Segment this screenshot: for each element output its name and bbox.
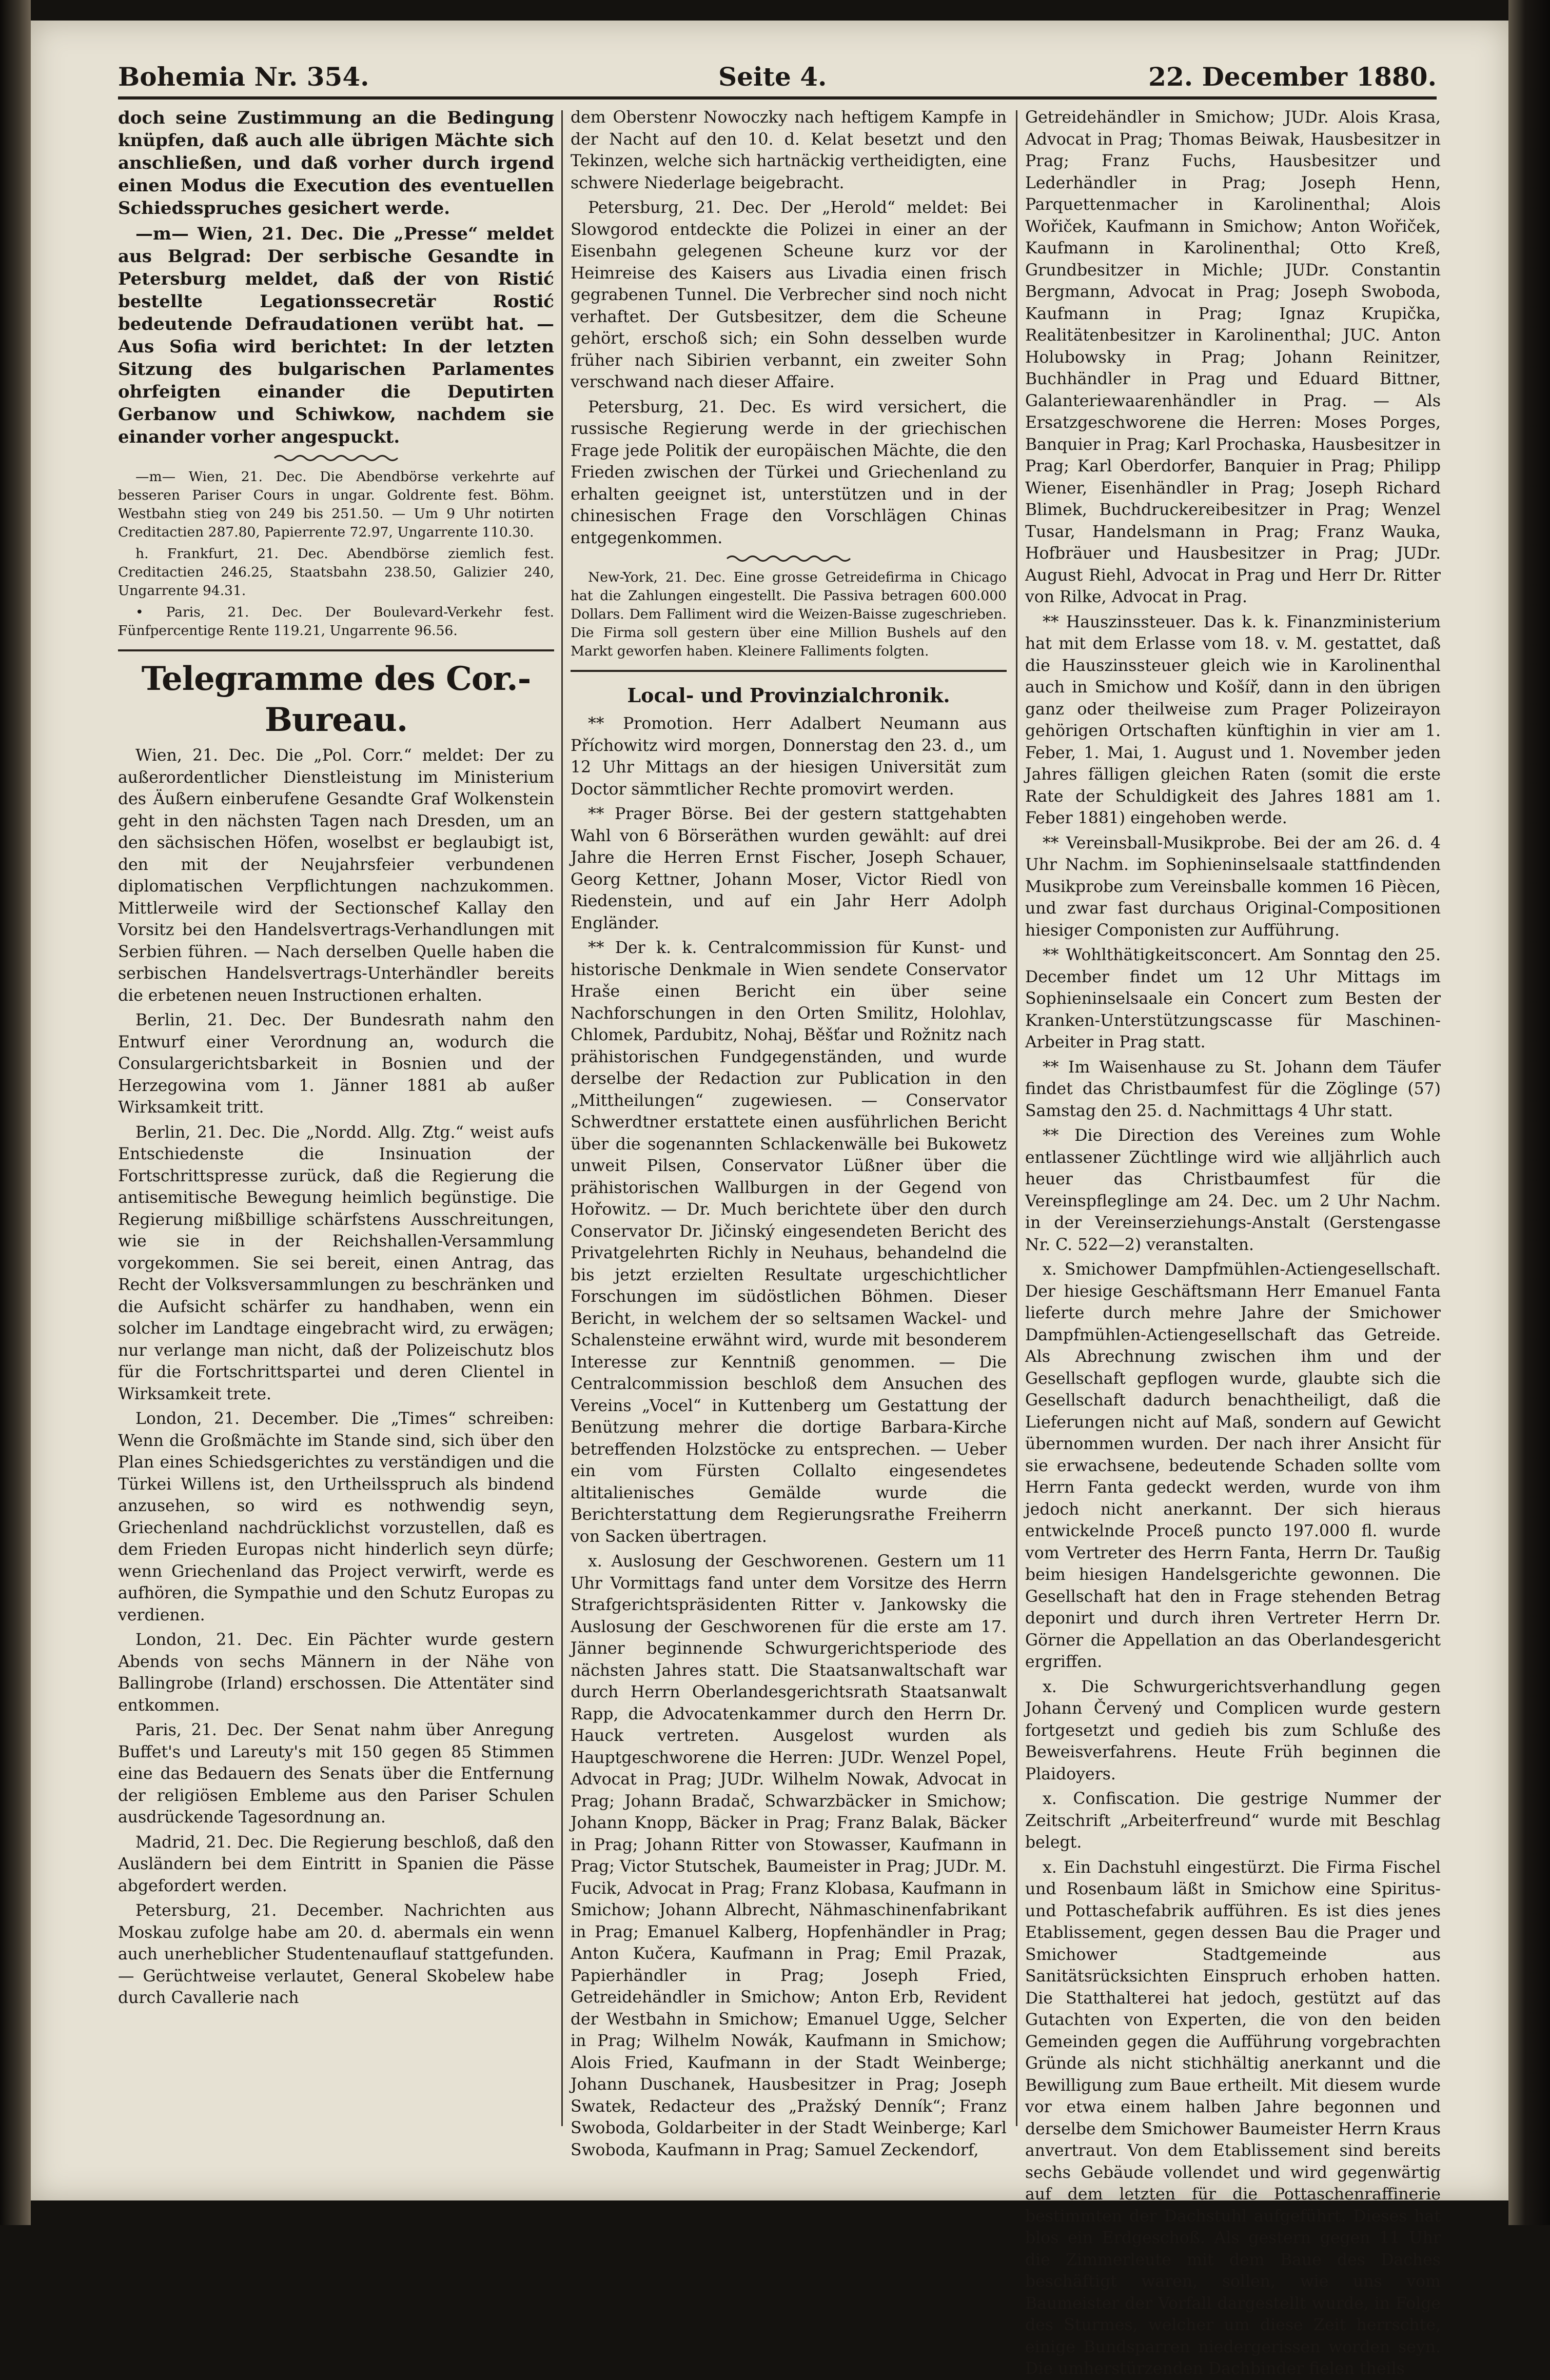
telegram-berlin-1: Berlin, 21. Dec. Der Bundesrath nahm den Entwurf einer Verordnung an, wodurch die Consulargerichtsbarkeit in Bosnien und der Herzegowina vom 1. Jänner 1881 ab außer Wirksamkeit tritt. bbox=[118, 1011, 554, 1117]
article-wien-presse: —m— Wien, 21. Dec. Die „Presse“ meldet aus Belgrad: Der serbische Gesandte in Petersburg meldet, daß der von Ristić bestellte Legationssecretär Rostić bedeutende Defraudationen verübt hat. — Aus Sofia wird berichtet: In der letzten Sitzung des bulgarischen Parlamentes ohrfeigten einander die Deputirten Gerbanow und Schiwkow, nachdem sie einander vorher angespuckt. bbox=[118, 224, 554, 447]
telegram-madrid: Madrid, 21. Dec. Die Regierung beschloß, daß den Ausländern bei dem Eintritt in Spanien die Pässe abgefordert werden. bbox=[118, 1833, 554, 1895]
local-hauszinssteuer: ** Hauszinssteuer. Das k. k. Finanzministerium hat mit dem Erlasse vom 18. v. M. gestattet, daß die Hauszinssteuer gleich wie in Karolinenthal auch in Smichow und Košíř, dann in den übrigen ganz oder theilweise zum Prager Polizeirayon gehörigen Ortschaften künftighin in vier am 1. Feber, 1. Mai, 1. August und 1. November jeden Jahres fälligen gleichen Raten (somit die erste Rate der Schuldigkeit des Jahres 1881 am 1. Feber 1881) eingehoben werde. bbox=[1025, 612, 1441, 827]
header-rule bbox=[118, 96, 1437, 100]
page-edge-shadow bbox=[1508, 0, 1550, 2225]
local-dachstuhl: x. Ein Dachstuhl eingestürzt. Die Firma Fischel und Rosenbaum läßt in Smichow eine Spiritus- und Pottaschefabrik aufführen. Es ist dies jenes Etablissement, gegen dessen Bau die Prager und Smichower Stadtgemeinde aus Sanitätsrücksichten Einspruch erhoben hatten. Die Statthalterei hat jedoch, gestützt auf das Gutachten von Experten, die von den beiden Gemeinden gegen die Aufführung vorgebrachten Gründe als nicht stichhältig anerkannt und die Bewilligung zum Baue ertheilt. Mit diesem wurde vor etwa einem halben Jahre begonnen und derselbe dem Smichower Baumeister Herrn Kraus anvertraut. Von dem Etablissement sind bereits sechs Gebäude vollendet und wird gegenwärtig auf dem letzten für die Pottaschenraffinerie bestimmten der Dachstuhl aufgeführt. Dieses hat blos ein Erdgeschoß. Als gestern gegen 11 Uhr die Zimmerleute mit dem Baue des Daches beschäftigt waren, sollen, wie uns vom Baumeister der Vorfall dargestellt wurde, in Folge des Sturmes, welcher um diese Zeit herrschte, einige Bundsparren niedergerissen worden seyn. Die umherstürzenden Dachbinder fielen theils bbox=[1025, 1858, 1441, 2378]
column-2 bbox=[571, 107, 1007, 2159]
local-prager-boerse: ** Prager Börse. Bei der gestern stattgehabten Wahl von 6 Börseräthen wurden gewählt: auf drei Jahre die Herren Ernst Fischer, Joseph Schauer, Georg Kettner, Johann Moser, Victor Riedl von Riedenstein, und auf ein Jahr Herr Adolph Engländer. bbox=[571, 805, 1007, 933]
local-waisenhaus: ** Im Waisenhause zu St. Johann dem Täufer findet das Christbaumfest für die Zöglinge (57) Samstag den 25. d. Nachmittags 4 Uhr statt. bbox=[1025, 1058, 1441, 1120]
telegram-petersburg: Petersburg, 21. December. Nachrichten aus Moskau zufolge habe am 20. d. abermals ein wenn auch unerheblicher Studentenauflauf stattgefunden. — Gerüchtweise verlautet, General Skobelew habe durch Cavallerie nach bbox=[118, 1901, 554, 2007]
column-divider-1 bbox=[561, 110, 563, 2126]
telegram-petersburg-herold: Petersburg, 21. Dec. Der „Herold“ meldet: Bei Slowgorod entdeckte die Polizei in einer an der Eisenbahn gelegenen Scheune kurz vor der Heimreise des Kaisers aus Livadia einen frisch gegrabenen Tunnel. Die Verbrecher sind noch nicht verhaftet. Der Gutsbesitzer, dem die Scheune gehört, erschoß sich; ein Sohn desselben wurde früher nach Sibirien verbannt, ein zweiter Sohn verschwand nach dieser Affaire. bbox=[571, 199, 1007, 391]
stock-wien: —m— Wien, 21. Dec. Die Abendbörse verkehrte auf besseren Pariser Cours in ungar. Goldrente fest. Böhm. Westbahn stieg von 249 bis 251.50. — Um 9 Uhr notirten Creditactien 287.80, Papierrente 72.97, Ungarrente 110.30. bbox=[118, 469, 554, 540]
local-wohlthaetigkeitsconcert: ** Wohlthätigkeitsconcert. Am Sonntag den 25. December findet um 12 Uhr Mittags im Sophieninselsaale ein Concert zum Besten der Kranken-Unterstützungscasse für Maschinen-Arbeiter in Prag statt. bbox=[1025, 946, 1441, 1052]
column-1 bbox=[118, 107, 554, 2128]
local-direction-verein: ** Die Direction des Vereines zum Wohle entlassener Züchtlinge wird wie alljährlich auch heuer das Christbaumfest für die Vereinspfleglinge am 24. Dec. um 2 Uhr Nachm. in der Vereinserziehungs-Anstalt (Gerstengasse Nr. C. 522—2) veranstalten. bbox=[1025, 1126, 1441, 1254]
telegram-petersburg-policy: Petersburg, 21. Dec. Es wird versichert, die russische Regierung werde in der griechischen Frage jede Politik der europäischen Mächte, die den Frieden zwischen der Türkei und Griechenland zu erhalten geeignet ist, unterstützen und in der chinesischen Frage den Vorschlägen Chinas entgegenkommen. bbox=[571, 398, 1007, 547]
local-vereinsball: ** Vereinsball-Musikprobe. Bei der am 26. d. 4 Uhr Nachm. im Sophieninselsaale stattfindenden Musikprobe zum Vereinsballe kommen 16 Piècen, und zwar fast durchaus Original-Compositionen hiesiger Componisten zur Aufführung. bbox=[1025, 834, 1441, 940]
page-number: Seite 4. bbox=[718, 62, 827, 92]
local-centralcommission: ** Der k. k. Centralcommission für Kunst- und historische Denkmale in Wien sendete Conservator Hraše einen Bericht ein über seine Nachforschungen in den Orten Smilitz, Holohlav, Chlomek, Pardubitz, Nohaj, Běšťar und Rožnitz nach prähistorischen Fundgegenständen, und wurde derselbe der Redaction zur Publication in den „Mittheilungen“ zugewiesen. — Conservator Schwerdtner erstattete einen ausführlichen Bericht über die sogenannten Schlackenwälle bei Bukowetz unweit Pilsen, Conservator Lüßner über die prähistorischen Wallburgen in der Gegend von Hořowitz. — Dr. Much berichtete über den durch Conservator Dr. Jičinský eingesendeten Bericht des Privatgelehrten Richly in Neuhaus, behandelnd die bis jetzt erzielten Resultate urgeschichtlicher Forschungen im südöstlichen Böhmen. Dieser Bericht, in welchem der so seltsamen Wackel- und Schalensteine erwähnt wird, wurde mit besonderem Interesse zur Kenntniß genommen. — Die Centralcommission beschloß dem Ansuchen des Vereins „Vocel“ in Kuttenberg um Gestattung der Benützung mehrer die dortige Barbara-Kirche betreffenden Holzstöcke zu entsprechen. — Ueber ein vom Fürsten Collalto eingesendetes altitalienisches Gemälde wurde die Berichterstattung dem Regierungsrathe Freiherrn von Sacken übertragen. bbox=[571, 939, 1007, 1546]
page-header bbox=[118, 51, 1437, 97]
stock-paris: • Paris, 21. Dec. Der Boulevard-Verkehr fest. Fünfpercentige Rente 119.21, Ungarrente 96.56. bbox=[118, 604, 554, 639]
section-title-telegramme: Telegramme des Cor.-Bureau. bbox=[118, 649, 554, 741]
issue-date: 22. December 1880. bbox=[1148, 62, 1437, 92]
wavy-separator bbox=[727, 554, 850, 563]
local-dampfmuehlen: x. Smichower Dampfmühlen-Actiengesellschaft. Der hiesige Geschäftsmann Herr Emanuel Fanta lieferte durch mehre Jahre der Smichower Dampfmühlen-Actiengesellschaft das Getreide. Als Abrechnung zwischen ihm und der Gesellschaft gepflogen wurde, glaubte sich die Gesellschaft dadurch benachtheiligt, daß die Lieferungen nicht auf Maß, sondern auf Gewicht übernommen wurden. Der nach ihrer Ansicht für sie erwachsene, bedeutende Schaden sollte vom Herrn Fanta gedeckt werden, wurde von ihm jedoch nicht anerkannt. Der sich hieraus entwickelnde Proceß puncto 197.000 fl. wurde vom Vertreter des Herrn Fanta, Herrn Dr. Taußig beim hiesigen Handelsgerichte gewonnen. Die Gesellschaft hat den in Frage stehenden Betrag deponirt und durch ihren Vertreter Herrn Dr. Görner die Appellation an das Oberlandesgericht ergriffen. bbox=[1025, 1260, 1441, 1671]
telegram-wien: Wien, 21. Dec. Die „Pol. Corr.“ meldet: Der zu außerordentlicher Dienstleistung im Ministerium des Äußern einberufene Gesandte Graf Wolkenstein geht in den nächsten Tagen nach Dresden, um an den sächsischen Höfen, woselbst er beglaubigt ist, den mit der Neujahrsfeier verbundenen diplomatischen Verpflichtungen nachzukommen. Mittlerweile wird der Sectionschef Kallay den Vorsitz bei den Handelsvertrags-Verhandlungen mit Serbien führen. — Nach derselben Quelle haben die serbischen Handelsvertrags-Unterhändler bereits die erbetenen neuen Instructionen erhalten. bbox=[118, 746, 554, 1005]
telegram-london-2: London, 21. Dec. Ein Pächter wurde gestern Abends von sechs Männern in der Nähe von Ballingrobe (Irland) erschossen. Die Attentäter sind entkommen. bbox=[118, 1631, 554, 1715]
geschworene-continued: Getreidehändler in Smichow; JUDr. Alois Krasa, Advocat in Prag; Thomas Beiwak, Hausbesitzer in Prag; Franz Fuchs, Hausbesitzer und Lederhändler in Prag; Joseph Henn, Parquettenmacher in Karolinenthal; Alois Wořiček, Kaufmann in Smichow; Anton Wořiček, Kaufmann in Karolinenthal; Otto Kreß, Grundbesitzer in Michle; JUDr. Constantin Bergmann, Advocat in Prag; Joseph Swoboda, Kaufmann in Prag; Ignaz Krupička, Realitätenbesitzer in Karolinenthal; JUC. Anton Holubowsky in Prag; Johann Reinitzer, Buchhändler in Prag und Eduard Bittner, Galanteriewaarenhändler in Prag. — Als Ersatzgeschworene die Herren: Moses Porges, Banquier in Prag; Karl Prochaska, Hausbesitzer in Prag; Karl Oberdorfer, Banquier in Prag; Philipp Wiener, Eisenhändler in Prag; Joseph Richard Blimek, Buchdruckereibesitzer in Prag; Wenzel Tusar, Handelsmann in Prag; Franz Wauka, Hofbräuer und Hausbesitzer in Prag; JUDr. August Riehl, Advocat in Prag und Herr Dr. Ritter von Rilke, Advocat in Prag. bbox=[1025, 108, 1441, 606]
article-continued: doch seine Zustimmung an die Bedingung knüpfen, daß auch alle übrigen Mächte sich anschließen, und daß vorher durch irgend einen Modus die Execution des eventuellen Schiedsspruches gesichert werde. bbox=[118, 108, 554, 219]
local-confiscation: x. Confiscation. Die gestrige Nummer der Zeitschrift „Arbeiterfreund“ wurde mit Beschlag belegt. bbox=[1025, 1790, 1441, 1852]
telegram-new-york: New-York, 21. Dec. Eine grosse Getreidefirma in Chicago hat die Zahlungen eingestellt. Die Passiva betragen 600.000 Dollars. Dem Falliment wird die Weizen-Baisse zugeschrieben. Die Firma soll gestern über eine Million Bushels auf den Markt geworfen haben. Kleinere Falliments folgten. bbox=[571, 569, 1007, 659]
column-divider-2 bbox=[1016, 110, 1017, 2126]
local-geschworene: x. Auslosung der Geschworenen. Gestern um 11 Uhr Vormittags fand unter dem Vorsitze des Herrn Strafgerichtspräsidenten Ritter v. Jankowsky die Auslosung der Geschworenen für die erste am 17. Jänner beginnende Schwurgerichtsperiode des nächsten Jahres statt. Die Staatsanwaltschaft war durch Herrn Oberlandesgerichtsrath Staatsanwalt Rapp, die Advocatenkammer durch den Herrn Dr. Hauck vertreten. Ausgelost wurden als Hauptgeschworene die Herren: JUDr. Wenzel Popel, Advocat in Prag; JUDr. Wilhelm Nowak, Advocat in Prag; Johann Bradač, Schwarzbäcker in Smichow; Johann Knopp, Bäcker in Prag; Franz Balak, Bäcker in Prag; Johann Ritter von Stowasser, Kaufmann in Prag; Victor Stutschek, Baumeister in Prag; JUDr. M. Fucik, Advocat in Prag; Franz Klobasa, Kaufmann in Smichow; Johann Albrecht, Nähmaschinenfabrikant in Prag; Emanuel Kalberg, Hopfenhändler in Prag; Anton Kučera, Kaufmann in Prag; Emil Prazak, Papierhändler in Prag; Joseph Fried, Getreidehändler in Smichow; Anton Erb, Revident der Westbahn in Smichow; Emanuel Ugge, Selcher in Prag; Wilhelm Nowák, Kaufmann in Smichow; Alois Fried, Kaufmann in der Stadt Weinberge; Johann Duschanek, Hausbesitzer in Prag; Joseph Swatek, Redacteur des „Pražský Denník“; Franz Swoboda, Goldarbeiter in der Stadt Weinberge; Karl Swoboda, Kaufmann in Prag; Samuel Zeckendorf, bbox=[571, 1552, 1007, 2159]
telegram-berlin-2: Berlin, 21. Dec. Die „Nordd. Allg. Ztg.“ weist aufs Entschiedenste die Insinuation der Fortschrittspresse zurück, daß die Regierung die antisemitische Bewegung heimlich begünstige. Die Regierung mißbillige schärfstens Ausschreitungen, wie sie in der Reichshallen-Versammlung vorgekommen. Sie sei bereit, einen Antrag, das Recht der Volksversammlungen zu beschränken und die Aufsicht schärfer zu handhaben, wenn ein solcher im Landtage eingebracht wird, zu erwägen; nur verlange man nicht, daß der Polizeischutz blos für die Fortschrittspartei und deren Clientel in Wirksamkeit trete. bbox=[118, 1123, 554, 1403]
column-3 bbox=[1025, 107, 1441, 2378]
local-promotion: ** Promotion. Herr Adalbert Neumann aus Příchowitz wird morgen, Donnerstag den 23. d., um 12 Uhr Mittags an der hiesigen Universität zum Doctor sämmtlicher Rechte promovirt werden. bbox=[571, 715, 1007, 799]
stock-frankfurt: h. Frankfurt, 21. Dec. Abendbörse ziemlich fest. Creditactien 246.25, Staatsbahn 238.50, Galizier 240, Ungarrente 94.31. bbox=[118, 546, 554, 599]
telegram-london-1: London, 21. December. Die „Times“ schreiben: Wenn die Großmächte im Stande sind, sich über den Plan eines Schiedsgerichtes zu verständigen und die Türkei Willens ist, den Urtheilsspruch als bindend anzusehen, so wird es nothwendig seyn, Griechenland nachdrücklichst vorzustellen, daß es dem Frieden Europas nicht hinderlich seyn dürfe; wenn Griechenland das Project verwirft, werde es aufhören, die Sympathie und den Schutz Europas zu verdienen. bbox=[118, 1410, 554, 1624]
book-spine-shadow bbox=[0, 0, 31, 2225]
local-schwurgericht: x. Die Schwurgerichtsverhandlung gegen Johann Červený und Complicen wurde gestern fortgesetzt und gedieh bis zum Schluße des Beweisverfahrens. Heute Früh beginnen die Plaidoyers. bbox=[1025, 1677, 1441, 1783]
issue-number: Bohemia Nr. 354. bbox=[118, 62, 369, 92]
wavy-separator bbox=[274, 453, 398, 463]
section-title-local: Local- und Provinzialchronik. bbox=[571, 670, 1007, 709]
telegram-paris: Paris, 21. Dec. Der Senat nahm über Anregung Buffet's und Lareuty's mit 150 gegen 85 Stimmen eine das Bedauern des Senats über die Entfernung der religiösen Embleme aus den Pariser Schulen ausdrückende Tagesordnung an. bbox=[118, 1721, 554, 1827]
telegram-continued: dem Oberstenr Nowoczky nach heftigem Kampfe in der Nacht auf den 10. d. Kelat besetzt und den Tekinzen, welche sich hartnäckig vertheidigten, eine schwere Niederlage beigebracht. bbox=[571, 108, 1007, 192]
